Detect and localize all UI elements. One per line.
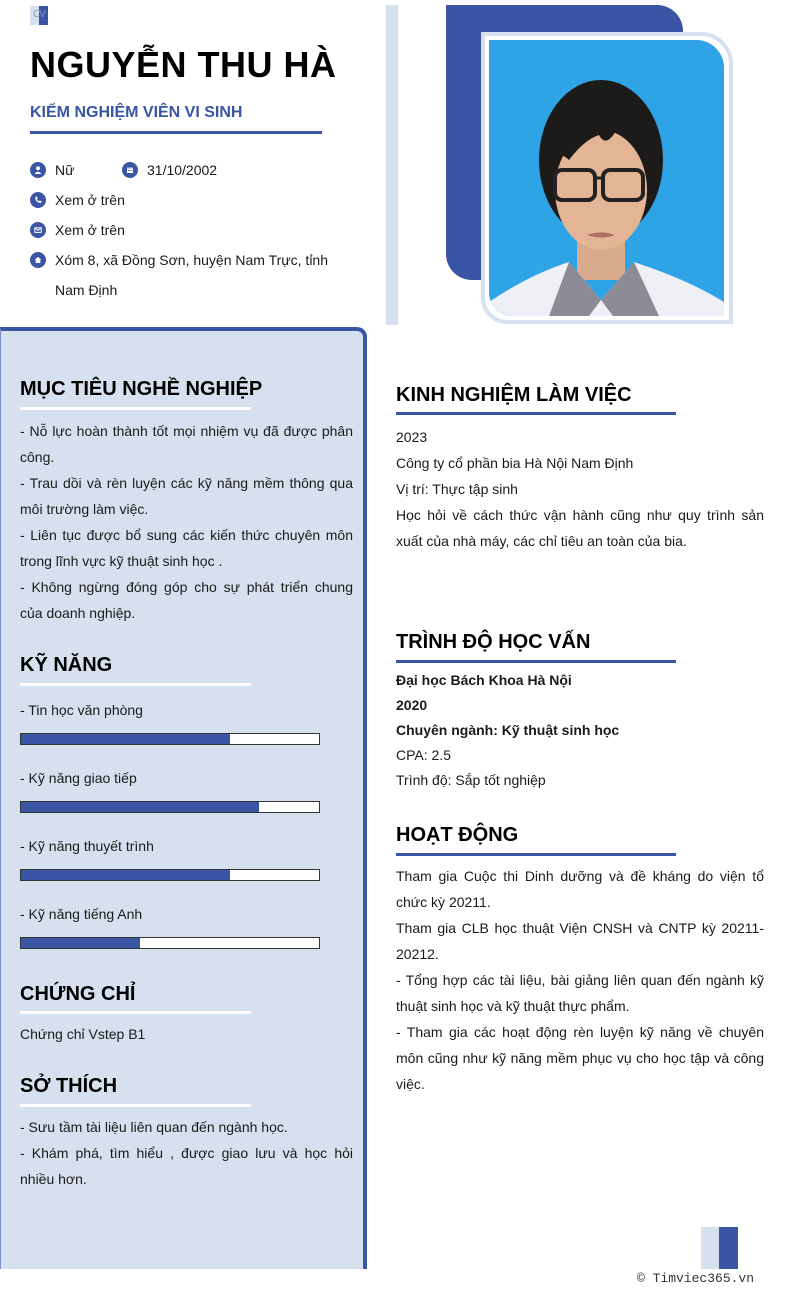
copyright-link[interactable]: © Timviec365.vn [637, 1271, 755, 1286]
job-title: KIỂM NGHIỆM VIÊN VI SINH [30, 104, 243, 121]
certificate-text: Chứng chỉ Vstep B1 [20, 1026, 146, 1042]
skill-label: - Kỹ năng giao tiếp [20, 770, 137, 786]
email-value: Xem ở trên [55, 222, 125, 238]
education-level: Trình độ: Sắp tốt nghiệp [396, 772, 546, 788]
experience-description: Học hỏi về cách thức vận hành cũng như quy trình sản xuất của nhà máy, các chỉ tiêu an toàn của bia. [396, 507, 764, 549]
address-line1: Xóm 8, xã Đồng Sơn, huyện Nam Trực, tỉnh [55, 252, 329, 268]
skills-title: KỸ NĂNG [20, 654, 113, 676]
logo-text: CV [33, 9, 45, 20]
skill-bar [20, 801, 320, 813]
skill-fill [21, 802, 259, 812]
user-icon [30, 162, 46, 178]
phone-value: Xem ở trên [55, 192, 125, 208]
phone-row [30, 192, 125, 208]
skill-fill [21, 870, 230, 880]
footer-block-dark [719, 1227, 738, 1269]
skill-label: - Kỹ năng thuyết trình [20, 838, 154, 854]
envelope-icon [30, 222, 46, 238]
activities-divider [396, 853, 676, 856]
education-text [396, 668, 764, 793]
gender-row [30, 162, 74, 178]
hobbies-text [20, 1114, 353, 1192]
calendar-icon [122, 162, 138, 178]
profile-photo [489, 40, 724, 316]
decorative-bar [386, 5, 398, 325]
education-school: Đại học Bách Khoa Hà Nội [396, 672, 572, 688]
home-icon [30, 252, 46, 268]
skill-bar [20, 733, 320, 745]
skill-label: - Tin học văn phòng [20, 702, 143, 718]
experience-position: Vị trí: Thực tập sinh [396, 481, 518, 497]
education-year: 2020 [396, 697, 428, 713]
skill-label: - Kỹ năng tiếng Anh [20, 906, 143, 922]
education-divider [396, 660, 676, 663]
birthdate-row [122, 162, 217, 178]
phone-icon [30, 192, 46, 208]
objective-title: MỤC TIÊU NGHỀ NGHIỆP [20, 378, 263, 400]
skills-divider [20, 683, 251, 686]
objective-line: - Liên tục được bổ sung các kiến thức chuyên môn trong lĩnh vực kỹ thuật sinh học . [20, 527, 353, 569]
activity-line: - Tổng hợp các tài liệu, bài giảng liên quan đến ngành kỹ thuật sinh học và kỹ thuật thực phẩm. [396, 972, 764, 1014]
objective-divider [20, 407, 251, 410]
address-line2: Nam Định [55, 282, 118, 298]
education-major: Chuyên ngành: Kỹ thuật sinh học [396, 722, 620, 738]
experience-year: 2023 [396, 429, 428, 445]
activity-line: - Tham gia các hoạt động rèn luyện kỹ năng về chuyên môn cũng như kỹ năng mềm phục vụ cho học tập và công việc. [396, 1024, 764, 1092]
certificates-divider [20, 1011, 251, 1014]
activities-text [396, 863, 764, 1097]
skill-bar [20, 869, 320, 881]
photo-frame [481, 32, 733, 324]
skill-fill [21, 734, 230, 744]
address-row [30, 252, 328, 268]
hobbies-divider [20, 1104, 251, 1107]
skill-fill [21, 938, 140, 948]
hobbies-title: SỞ THÍCH [20, 1075, 118, 1097]
email-row [30, 222, 125, 238]
experience-company: Công ty cổ phần bia Hà Nội Nam Định [396, 455, 634, 471]
hobby-line: - Sưu tầm tài liệu liên quan đến ngành học. [20, 1119, 288, 1135]
birthdate-value: 31/10/2002 [147, 162, 218, 178]
experience-divider [396, 412, 676, 415]
objective-text [20, 418, 353, 626]
experience-title: KINH NGHIỆM LÀM VIỆC [396, 384, 632, 406]
skill-bar [20, 937, 320, 949]
address-row-cont [55, 282, 117, 298]
hobby-line: - Khám phá, tìm hiểu , được giao lưu và học hỏi nhiều hơn. [20, 1145, 353, 1187]
experience-text [396, 424, 764, 554]
candidate-name: NGUYỄN THU HÀ [30, 44, 337, 85]
activity-line: Tham gia Cuộc thi Dinh dưỡng và đề kháng do viện tổ chức kỳ 20211. [396, 868, 764, 910]
activity-line: Tham gia CLB học thuật Viện CNSH và CNTP kỳ 20211-20212. [396, 920, 764, 962]
cv-logo [30, 6, 48, 25]
objective-line: - Nỗ lực hoàn thành tốt mọi nhiệm vụ đã được phân công. [20, 423, 353, 465]
education-cpa: CPA: 2.5 [396, 747, 451, 763]
objective-line: - Trau dồi và rèn luyện các kỹ năng mềm thông qua môi trường làm việc. [20, 475, 353, 517]
education-title: TRÌNH ĐỘ HỌC VẤN [396, 631, 591, 653]
footer-block-light [701, 1227, 719, 1269]
title-divider [30, 131, 322, 134]
objective-line: - Không ngừng đóng góp cho sự phát triển chung của doanh nghiệp. [20, 579, 353, 621]
certificates-title: CHỨNG CHỈ [20, 983, 136, 1005]
activities-title: HOẠT ĐỘNG [396, 824, 519, 846]
gender-value: Nữ [55, 162, 75, 178]
